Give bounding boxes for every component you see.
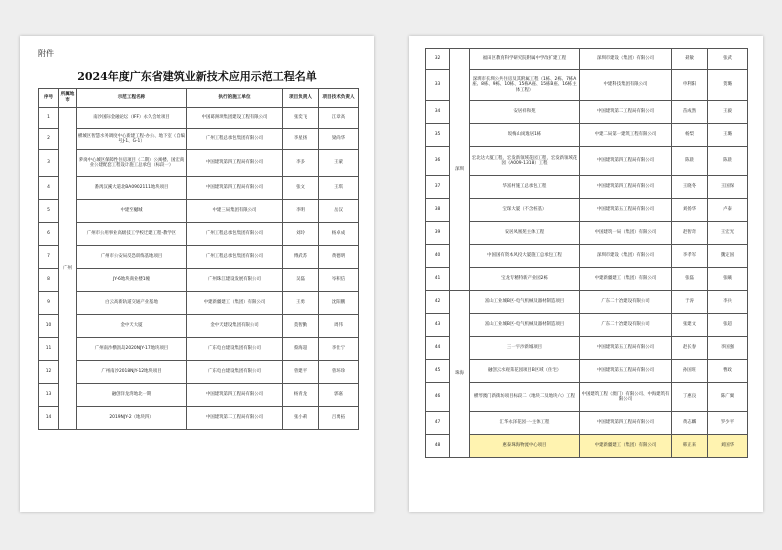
project-name: 华富村施工总承包工程 bbox=[470, 176, 580, 199]
table-row bbox=[39, 223, 359, 246]
construction-unit: 广州工程总承包集团有限公司 bbox=[187, 223, 283, 246]
construction-unit: 中国建筑第四工程局有限公司 bbox=[580, 412, 672, 435]
project-manager: 苗成然 bbox=[672, 101, 708, 124]
document-title: 2024年度广东省建筑业新技术应用示范工程名单 bbox=[77, 70, 317, 83]
project-manager: 刘扬华 bbox=[672, 199, 708, 222]
row-number: 13 bbox=[39, 384, 59, 407]
technical-lead: 岳汉 bbox=[319, 200, 359, 223]
construction-unit: 中国建筑第四工程局有限公司 bbox=[187, 177, 283, 200]
table-row bbox=[39, 361, 359, 384]
project-manager: 李孝军 bbox=[672, 245, 708, 268]
table-row bbox=[426, 291, 748, 314]
table-row bbox=[39, 384, 359, 407]
column-header: 项目负责人 bbox=[283, 89, 319, 108]
construction-unit: 中国建筑第五工程局有限公司 bbox=[580, 199, 672, 222]
project-name: 坂梅山岗逸居1栋 bbox=[470, 124, 580, 147]
technical-lead: 杨卓成 bbox=[319, 223, 359, 246]
column-header: 执行的施工单位 bbox=[187, 89, 283, 108]
project-name: 汇华永泽花园一-主体工程 bbox=[470, 412, 580, 435]
project-name: 宝龙专精特新产业园2栋 bbox=[470, 268, 580, 291]
project-manager: 吴磊 bbox=[283, 269, 319, 292]
row-number: 45 bbox=[426, 360, 450, 383]
technical-lead: 王璐 bbox=[708, 124, 748, 147]
project-manager: 黄志麟 bbox=[672, 412, 708, 435]
row-number: 36 bbox=[426, 147, 450, 176]
row-number: 7 bbox=[39, 246, 59, 269]
project-manager: 张文 bbox=[283, 177, 319, 200]
table-row bbox=[426, 124, 748, 147]
construction-unit: 深圳市建设（集团）有限公司 bbox=[580, 49, 672, 70]
construction-unit: 广州工程总承包集团有限公司 bbox=[187, 246, 283, 269]
row-number: 35 bbox=[426, 124, 450, 147]
project-manager: 韩正来 bbox=[672, 435, 708, 458]
technical-lead: 沈阳鹏 bbox=[319, 292, 359, 315]
construction-unit: 中国建筑第四工程局有限公司 bbox=[580, 147, 672, 176]
project-name: 广州市公安局反恐训练基地项目 bbox=[77, 246, 187, 269]
technical-lead: 郭嘉 bbox=[319, 384, 359, 407]
table-row bbox=[39, 338, 359, 361]
row-number: 41 bbox=[426, 268, 450, 291]
document-page-left bbox=[20, 36, 374, 512]
technical-lead: 岑积信 bbox=[319, 269, 359, 292]
city-cell: 广州 bbox=[59, 108, 77, 430]
row-number: 8 bbox=[39, 269, 59, 292]
technical-lead: 贺璐 bbox=[708, 70, 748, 101]
project-name: 广州南沙横沥岛2020NJY-17地块项目 bbox=[77, 338, 187, 361]
project-manager: 赵长春 bbox=[672, 337, 708, 360]
table-row bbox=[426, 49, 748, 70]
project-name: 深圳市长圳公共住房及其附属工程（1栋、2栋、7栋A座、8栋、9栋、10栋、15栋A座、15栋B座、16栋主体工程） bbox=[470, 70, 580, 101]
table-row bbox=[39, 269, 359, 292]
project-manager: 张奕飞 bbox=[283, 108, 319, 129]
row-number: 33 bbox=[426, 70, 450, 101]
row-number: 46 bbox=[426, 383, 450, 412]
project-name: JY-6地块商业楼1幢 bbox=[77, 269, 187, 292]
technical-lead: 陈晨 bbox=[708, 147, 748, 176]
project-manager: 赵智奇 bbox=[672, 222, 708, 245]
construction-unit: 中国葛洲坝集团建设工程有限公司 bbox=[187, 108, 283, 129]
construction-unit: 广州珠江建设发展有限公司 bbox=[187, 269, 283, 292]
document-page-right bbox=[409, 36, 763, 512]
row-number: 12 bbox=[39, 361, 59, 384]
project-manager: 曾建平 bbox=[283, 361, 319, 384]
construction-unit: 中国建筑第四工程局有限公司 bbox=[187, 150, 283, 177]
row-number: 47 bbox=[426, 412, 450, 435]
project-name: 白云高新轨道交通产业基地 bbox=[77, 292, 187, 315]
row-number: 9 bbox=[39, 292, 59, 315]
project-manager: 李明 bbox=[283, 200, 319, 223]
row-number: 14 bbox=[39, 407, 59, 430]
technical-lead: 王国保 bbox=[708, 176, 748, 199]
construction-unit: 广东电白建设集团有限公司 bbox=[187, 338, 283, 361]
project-manager: 李星扬 bbox=[283, 129, 319, 150]
technical-lead: 吕勇拓 bbox=[319, 407, 359, 430]
table-row bbox=[39, 315, 359, 338]
project-name: 富山工业城B区-电气机械及器材制造项目 bbox=[470, 291, 580, 314]
project-name: 三一宇沙新城项目 bbox=[470, 337, 580, 360]
project-name: 惠泰珠海物流中心项目 bbox=[470, 435, 580, 458]
attachment-label: 附件 bbox=[38, 49, 54, 58]
project-name: 番禺汉溪大道北BA0902111地块项目 bbox=[77, 177, 187, 200]
project-name: 宝琛大厦（不含桩基） bbox=[470, 199, 580, 222]
project-manager: 申利阳 bbox=[672, 70, 708, 101]
technical-lead: 王宏光 bbox=[708, 222, 748, 245]
project-name: 横琴澳门新街坊项目标段二（地块二及地块六）工程 bbox=[470, 383, 580, 412]
row-number: 42 bbox=[426, 291, 450, 314]
table-row bbox=[39, 407, 359, 430]
table-row bbox=[426, 383, 748, 412]
table-row bbox=[426, 101, 748, 124]
project-manager: 王勇 bbox=[283, 292, 319, 315]
project-name: 横城区智慧水务调度中心新建工程-办公、地下室（自编号J-1、G-1） bbox=[77, 129, 187, 150]
row-number: 39 bbox=[426, 222, 450, 245]
city-cell: 深圳 bbox=[450, 49, 470, 291]
construction-unit: 中国建筑第五工程局有限公司 bbox=[580, 337, 672, 360]
project-name: 融创洋龙湾地北一期 bbox=[77, 384, 187, 407]
construction-unit: 中国建筑第五工程局有限公司 bbox=[580, 360, 672, 383]
project-name: 广州南沙2018NJY-12地块项目 bbox=[77, 361, 187, 384]
construction-unit: 中国建筑第二工程局有限公司 bbox=[580, 101, 672, 124]
project-manager: 陈晨 bbox=[672, 147, 708, 176]
project-manager: 聂敏 bbox=[672, 49, 708, 70]
row-number: 6 bbox=[39, 223, 59, 246]
construction-unit: 中国建筑第四工程局有限公司 bbox=[187, 384, 283, 407]
project-manager: 刘玲 bbox=[283, 223, 319, 246]
table-row bbox=[426, 412, 748, 435]
row-number: 5 bbox=[39, 200, 59, 223]
row-number: 10 bbox=[39, 315, 59, 338]
row-number: 43 bbox=[426, 314, 450, 337]
construction-unit: 中建新疆建工（集团）有限公司 bbox=[580, 435, 672, 458]
row-number: 32 bbox=[426, 49, 450, 70]
project-manager: 孙国旺 bbox=[672, 360, 708, 383]
project-name: 富山工业城B区-电气机械及器材制造项目 bbox=[470, 314, 580, 337]
construction-unit: 广州工程总承包集团有限公司 bbox=[187, 129, 283, 150]
technical-lead: 李仕宁 bbox=[319, 338, 359, 361]
project-name: 萝岗中心城区保障性住房项目（二期）公寓楼、国宏商业公建配套工程设计施工总承包（标段一） bbox=[77, 150, 187, 177]
technical-lead: 周伟 bbox=[319, 315, 359, 338]
technical-lead: 黄德明 bbox=[319, 246, 359, 269]
project-manager: 莫智勤 bbox=[283, 315, 319, 338]
construction-unit: 中国建筑第四工程局有限公司 bbox=[580, 176, 672, 199]
technical-lead: 刘国华 bbox=[708, 435, 748, 458]
table-row bbox=[39, 108, 359, 129]
table-row bbox=[426, 314, 748, 337]
construction-unit: 广东二十冶建设有限公司 bbox=[580, 291, 672, 314]
table-row bbox=[426, 222, 748, 245]
construction-unit: 金中天建设集团有限公司 bbox=[187, 315, 283, 338]
construction-unit: 中建科技集团有限公司 bbox=[580, 70, 672, 101]
project-table-right bbox=[425, 48, 748, 458]
table-row bbox=[39, 246, 359, 269]
technical-lead: 卢泰 bbox=[708, 199, 748, 222]
project-name: 中建至樾城 bbox=[77, 200, 187, 223]
city-cell: 珠海 bbox=[450, 291, 470, 458]
table-row bbox=[39, 150, 359, 177]
column-header: 示范工程名称 bbox=[77, 89, 187, 108]
table-row bbox=[426, 147, 748, 176]
project-name: 安居凤凰苑主体工程 bbox=[470, 222, 580, 245]
project-manager: 于涛 bbox=[672, 291, 708, 314]
technical-lead: 江章高 bbox=[319, 108, 359, 129]
table-row bbox=[39, 129, 359, 150]
technical-lead: 张武 bbox=[708, 49, 748, 70]
technical-lead: 张曦 bbox=[708, 268, 748, 291]
technical-lead: 魏定国 bbox=[708, 245, 748, 268]
row-number: 3 bbox=[39, 150, 59, 177]
project-name: 中国国有资本风投大厦施工总承包工程 bbox=[470, 245, 580, 268]
row-number: 34 bbox=[426, 101, 450, 124]
project-manager: 杨青龙 bbox=[283, 384, 319, 407]
construction-unit: 中建三局集团有限公司 bbox=[187, 200, 283, 223]
project-name: 2019NJY-2（地块四） bbox=[77, 407, 187, 430]
technical-lead: 王蒙 bbox=[319, 150, 359, 177]
row-number: 1 bbox=[39, 108, 59, 129]
project-manager: 丁惠良 bbox=[672, 383, 708, 412]
project-manager: 张小莉 bbox=[283, 407, 319, 430]
column-header: 项目技术负责人 bbox=[319, 89, 359, 108]
table-row bbox=[39, 292, 359, 315]
project-table-left bbox=[38, 88, 359, 430]
project-manager: 李多 bbox=[283, 150, 319, 177]
row-number: 11 bbox=[39, 338, 59, 361]
table-row bbox=[426, 199, 748, 222]
technical-lead: 陈广翼 bbox=[708, 383, 748, 412]
technical-lead: 张超 bbox=[708, 314, 748, 337]
project-manager: 杨梨 bbox=[672, 124, 708, 147]
column-header: 所属地市 bbox=[59, 89, 77, 108]
project-name: 融创云水观茉花园项目B区域（住宅） bbox=[470, 360, 580, 383]
project-name: 宏北达大厦工程，宏发新领域花园工程，宏发新领域花园（A009-1318）工程 bbox=[470, 147, 580, 176]
table-row bbox=[426, 360, 748, 383]
project-name: 南沙国际金融论坛（IFF）永久会址项目 bbox=[77, 108, 187, 129]
row-number: 37 bbox=[426, 176, 450, 199]
project-manager: 张建文 bbox=[672, 314, 708, 337]
technical-lead: 李兵 bbox=[708, 291, 748, 314]
project-name: 金中天大厦 bbox=[77, 315, 187, 338]
construction-unit: 广东电白建设集团有限公司 bbox=[187, 361, 283, 384]
table-row bbox=[426, 70, 748, 101]
table-row bbox=[426, 435, 748, 458]
row-number: 40 bbox=[426, 245, 450, 268]
technical-lead: 曾环珍 bbox=[319, 361, 359, 384]
project-name: 安居祥和苑 bbox=[470, 101, 580, 124]
technical-lead: 王琪 bbox=[319, 177, 359, 200]
project-manager: 张磊 bbox=[672, 268, 708, 291]
project-name: 福田区教育科学研究院附属中学改扩建工程 bbox=[470, 49, 580, 70]
row-number: 48 bbox=[426, 435, 450, 458]
construction-unit: 深圳市建设（集团）有限公司 bbox=[580, 245, 672, 268]
table-row bbox=[426, 176, 748, 199]
project-manager: 傅武苏 bbox=[283, 246, 319, 269]
table-row bbox=[426, 268, 748, 291]
technical-lead: 王毅 bbox=[708, 101, 748, 124]
column-header: 序号 bbox=[39, 89, 59, 108]
project-name: 广州市公用事业高级技工学校迁建工程-教学区 bbox=[77, 223, 187, 246]
construction-unit: 中国建筑第二工程局有限公司 bbox=[187, 407, 283, 430]
row-number: 2 bbox=[39, 129, 59, 150]
technical-lead: 曹政 bbox=[708, 360, 748, 383]
row-number: 4 bbox=[39, 177, 59, 200]
project-manager: 蔡海超 bbox=[283, 338, 319, 361]
table-row bbox=[39, 177, 359, 200]
table-row bbox=[426, 337, 748, 360]
construction-unit: 中建新疆建工（集团）有限公司 bbox=[580, 268, 672, 291]
technical-lead: 李国强 bbox=[708, 337, 748, 360]
construction-unit: 广东二十冶建设有限公司 bbox=[580, 314, 672, 337]
row-number: 38 bbox=[426, 199, 450, 222]
technical-lead: 罗少平 bbox=[708, 412, 748, 435]
technical-lead: 梁尚华 bbox=[319, 129, 359, 150]
row-number: 44 bbox=[426, 337, 450, 360]
table-row bbox=[426, 245, 748, 268]
table-row bbox=[39, 200, 359, 223]
construction-unit: 中建新疆建工（集团）有限公司 bbox=[187, 292, 283, 315]
table-header-row bbox=[39, 89, 359, 108]
project-manager: 王晓冬 bbox=[672, 176, 708, 199]
construction-unit: 中建二局第一建筑工程有限公司 bbox=[580, 124, 672, 147]
construction-unit: 中国建筑一局（集团）有限公司 bbox=[580, 222, 672, 245]
construction-unit: 中国建筑工程（澳门）有限公司、中海建筑有限公司 bbox=[580, 383, 672, 412]
